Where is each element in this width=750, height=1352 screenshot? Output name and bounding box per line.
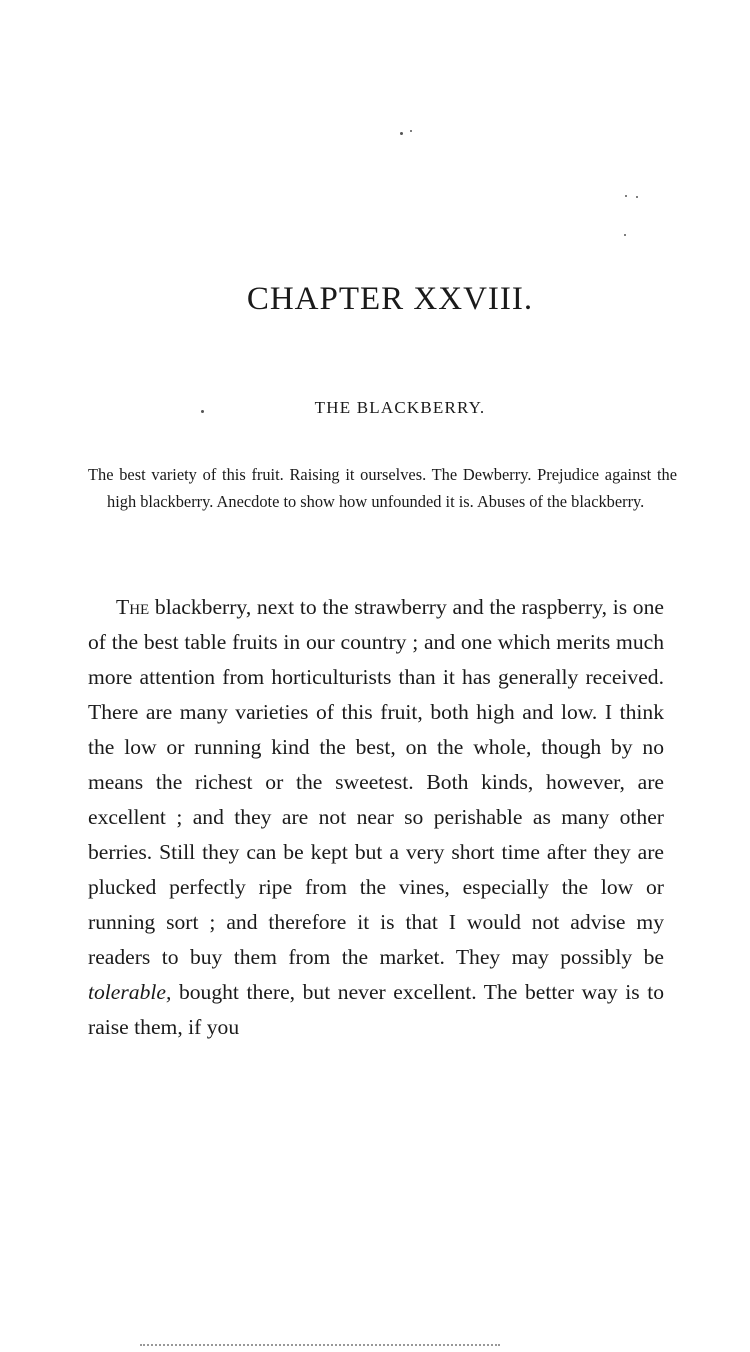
chapter-summary: The best variety of this fruit. Raising it ourselves. The Dewberry. Prejudice against the high blackberry. Anecdote to show how unfounded it is. Abuses of the blackberry. (88, 465, 677, 511)
body-text-part2: bought there, but never excellent. The better way is to raise them, if you (88, 980, 664, 1039)
scan-speck (410, 130, 412, 132)
chapter-title: CHAPTER XXVIII. (246, 281, 534, 317)
scan-speck (624, 234, 626, 236)
emphasis-word: tolerable, (88, 980, 172, 1004)
scan-speck (625, 195, 627, 197)
scan-bleed-through (140, 1340, 500, 1346)
body-text-part1: blackberry, next to the strawberry and the raspberry, is one of the best table fruits in our country ; and one which merits much more attention from horticulturists than it has generally received. There are many varieties of this fruit, both high and low. I think the low or running kind the best, on the whole, though by no means the richest or the sweetest. Both kinds, however, are excellent ; and they are not near so perishable as many other berries. Still they can be kept but a very short time after they are plucked perfectly ripe from the vines, especially the low or running sort ; and therefore it is that I would not advise my readers to buy them from the market. They may possibly be (88, 595, 664, 969)
scan-speck (636, 196, 638, 198)
scan-speck (400, 132, 403, 135)
body-paragraph (88, 590, 664, 1045)
opening-word: The (116, 595, 150, 619)
section-title: THE BLACKBERRY. (314, 398, 486, 417)
